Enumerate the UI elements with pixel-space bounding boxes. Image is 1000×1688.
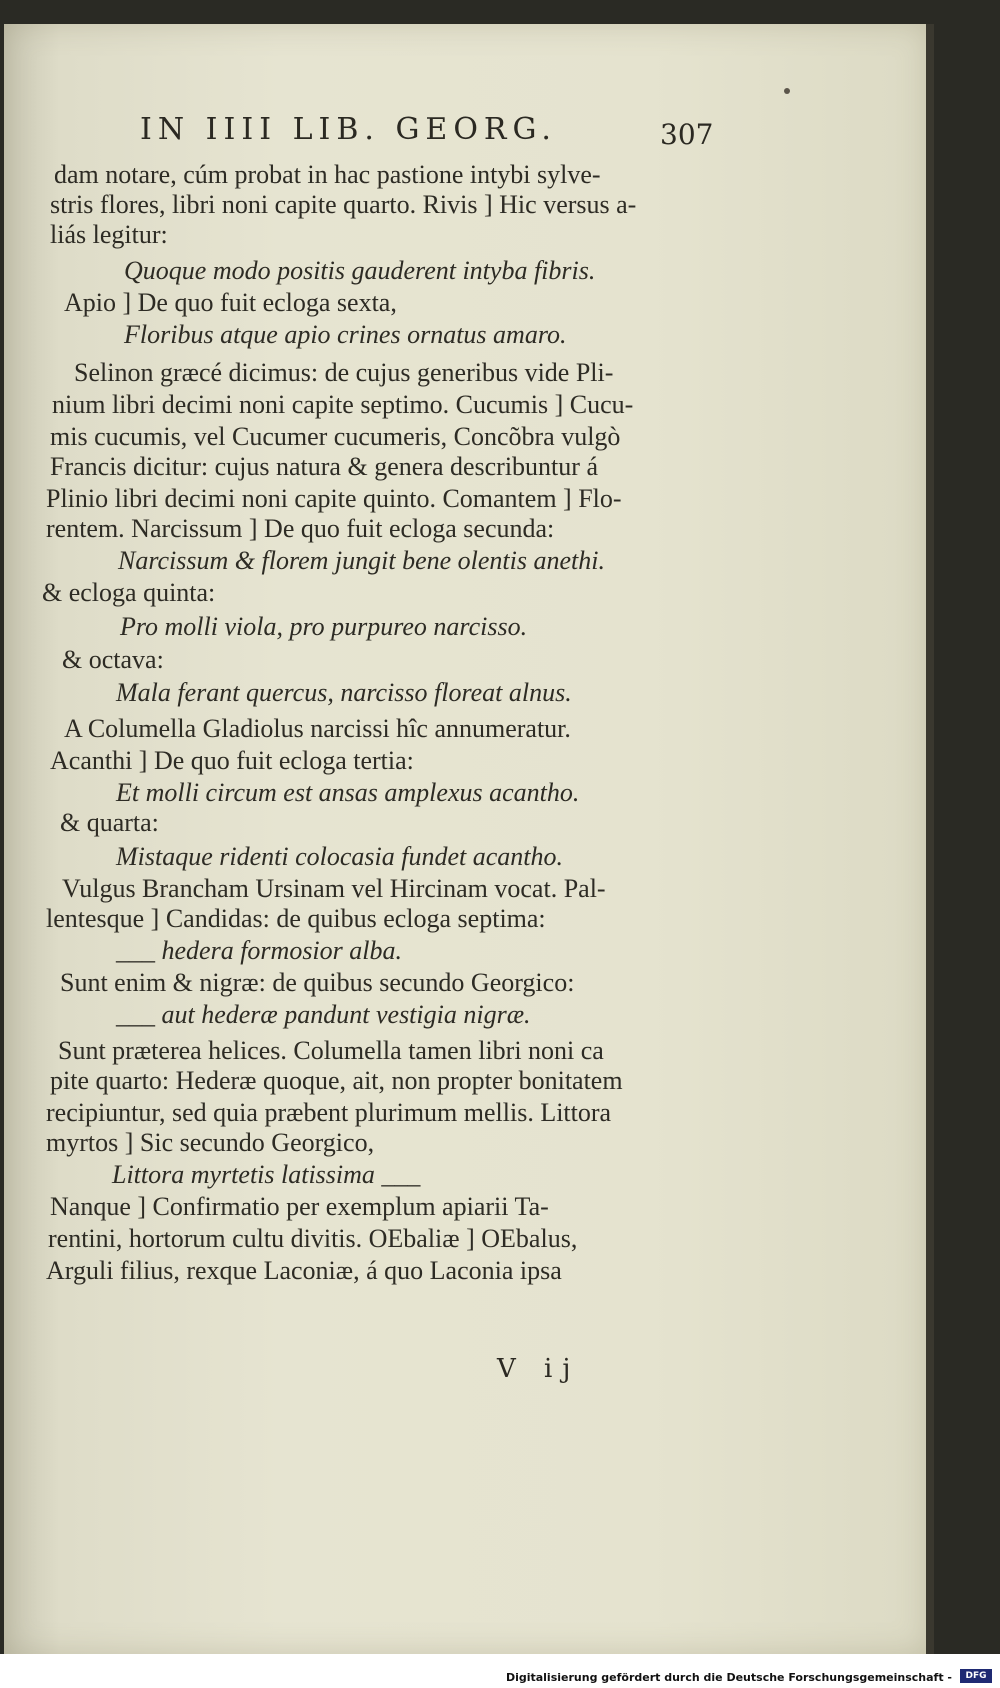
quoted-verse-line: Mistaque ridenti colocasia fundet acantho.	[116, 842, 563, 871]
text-line: mis cucumis, vel Cucumer cucumeris, Concõbra vulgò	[50, 422, 621, 451]
text-line: Selinon græcé dicimus: de cujus generibus vide Pli-	[74, 358, 614, 387]
text-line: liás legitur:	[50, 220, 168, 249]
text-line: rentem. Narcissum ] De quo fuit ecloga secunda:	[46, 514, 555, 543]
signature-mark: V ij	[497, 1354, 581, 1384]
footer-credit: Digitalisierung gefördert durch die Deutsche Forschungsgemeinschaft -	[505, 1671, 952, 1684]
quoted-verse-line: Et molli circum est ansas amplexus acantho.	[116, 778, 580, 807]
running-head: IN IIII LIB. GEORG.	[140, 112, 557, 147]
text-line: stris flores, libri noni capite quarto. Rivis ] Hic versus a-	[50, 190, 637, 219]
text-line: Sunt enim & nigræ: de quibus secundo Georgico:	[60, 968, 575, 997]
text-line: Apio ] De quo fuit ecloga sexta,	[64, 288, 397, 317]
quoted-verse-line: ___ hedera formosior alba.	[116, 936, 402, 965]
quoted-verse-line: Mala ferant quercus, narcisso floreat alnus.	[116, 678, 572, 707]
quoted-verse-line: ___ aut hederæ pandunt vestigia nigræ.	[116, 1000, 531, 1029]
quoted-verse-line: Littora myrtetis latissima ___	[112, 1160, 421, 1189]
quoted-verse-line: Narcissum & florem jungit bene olentis anethi.	[118, 546, 605, 575]
ink-speck	[784, 88, 790, 94]
text-line: & quarta:	[60, 808, 159, 837]
text-line: & octava:	[62, 645, 164, 674]
quoted-verse-line: Floribus atque apio crines ornatus amaro.	[124, 320, 567, 349]
text-line: lentesque ] Candidas: de quibus ecloga septima:	[46, 904, 546, 933]
text-line: myrtos ] Sic secundo Georgico,	[46, 1128, 375, 1157]
quoted-verse-line: Quoque modo positis gauderent intyba fibris.	[124, 256, 596, 285]
text-line: Nanque ] Confirmatio per exemplum apiarii Ta-	[50, 1192, 549, 1221]
text-line: Arguli filius, rexque Laconiæ, á quo Laconia ipsa	[46, 1256, 562, 1285]
text-line: dam notare, cúm probat in hac pastione intybi sylve-	[54, 160, 601, 189]
text-line: Acanthi ] De quo fuit ecloga tertia:	[50, 746, 414, 775]
text-line: & ecloga quinta:	[42, 578, 216, 607]
text-line: pite quarto: Hederæ quoque, ait, non propter bonitatem	[50, 1066, 623, 1095]
text-line: Vulgus Brancham Ursinam vel Hircinam vocat. Pal-	[62, 874, 606, 903]
quoted-verse-line: Pro molli viola, pro purpureo narcisso.	[120, 612, 528, 641]
text-line: rentini, hortorum cultu divitis. OEbaliæ ] OEbalus,	[48, 1224, 578, 1253]
text-line: A Columella Gladiolus narcissi hîc annumeratur.	[64, 714, 571, 743]
text-line: Sunt præterea helices. Columella tamen libri noni ca	[58, 1036, 604, 1065]
text-line: Francis dicitur: cujus natura & genera describuntur á	[50, 452, 598, 481]
text-line: recipiuntur, sed quia præbent plurimum mellis. Littora	[46, 1098, 612, 1127]
text-line: Plinio libri decimi noni capite quinto. Comantem ] Flo-	[46, 484, 622, 513]
dfg-logo: DFG	[960, 1669, 992, 1683]
text-line: nium libri decimi noni capite septimo. Cucumis ] Cucu-	[52, 390, 634, 419]
page-number: 307	[660, 118, 714, 151]
